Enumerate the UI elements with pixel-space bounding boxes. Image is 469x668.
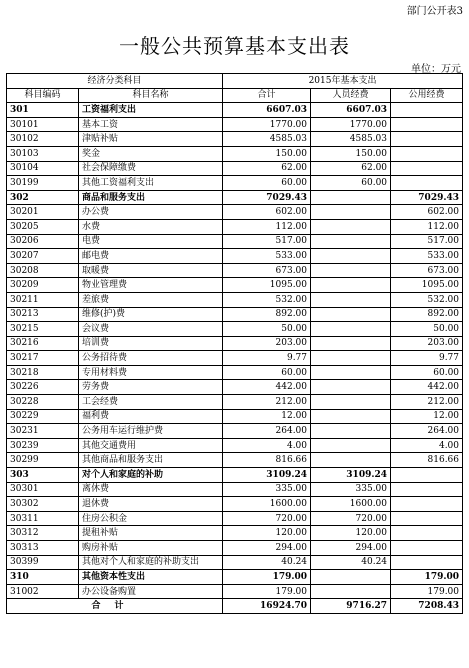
row-name: 其他商品和服务支出 bbox=[79, 453, 223, 468]
row-name: 商品和服务支出 bbox=[79, 190, 223, 205]
row-personnel bbox=[311, 278, 391, 293]
row-name: 社会保障缴费 bbox=[79, 161, 223, 176]
row-code: 30209 bbox=[7, 278, 79, 293]
row-personnel bbox=[311, 219, 391, 234]
row-name: 工资福利支出 bbox=[79, 103, 223, 118]
row-name: 办公费 bbox=[79, 205, 223, 220]
row-public bbox=[391, 555, 463, 570]
row-total: 62.00 bbox=[223, 161, 311, 176]
row-personnel bbox=[311, 307, 391, 322]
row-personnel bbox=[311, 351, 391, 366]
table-row bbox=[7, 497, 463, 512]
row-name: 培训费 bbox=[79, 336, 223, 351]
row-public bbox=[391, 117, 463, 132]
row-code: 301 bbox=[7, 103, 79, 118]
row-code: 30217 bbox=[7, 351, 79, 366]
table-row bbox=[7, 249, 463, 264]
row-code: 30226 bbox=[7, 380, 79, 395]
row-personnel bbox=[311, 322, 391, 337]
table-row bbox=[7, 336, 463, 351]
row-code: 30218 bbox=[7, 365, 79, 380]
table-row bbox=[7, 234, 463, 249]
table-row bbox=[7, 380, 463, 395]
row-total: 3109.24 bbox=[223, 468, 311, 483]
row-total: 517.00 bbox=[223, 234, 311, 249]
row-code: 30299 bbox=[7, 453, 79, 468]
row-name: 专用材料费 bbox=[79, 365, 223, 380]
row-personnel bbox=[311, 570, 391, 585]
row-public: 112.00 bbox=[391, 219, 463, 234]
row-total: 335.00 bbox=[223, 482, 311, 497]
row-public bbox=[391, 526, 463, 541]
row-public: 7029.43 bbox=[391, 190, 463, 205]
row-total: 212.00 bbox=[223, 395, 311, 410]
row-name: 其他工资福利支出 bbox=[79, 176, 223, 191]
table-row bbox=[7, 395, 463, 410]
row-total: 150.00 bbox=[223, 146, 311, 161]
row-name: 奖金 bbox=[79, 146, 223, 161]
row-name: 邮电费 bbox=[79, 249, 223, 264]
table-row bbox=[7, 351, 463, 366]
row-public: 179.00 bbox=[391, 584, 463, 599]
row-total: 602.00 bbox=[223, 205, 311, 220]
row-personnel: 1600.00 bbox=[311, 497, 391, 512]
row-code: 30206 bbox=[7, 234, 79, 249]
row-name: 工会经费 bbox=[79, 395, 223, 410]
row-code: 30101 bbox=[7, 117, 79, 132]
row-code: 30311 bbox=[7, 511, 79, 526]
header-total: 合计 bbox=[223, 88, 311, 103]
header-group-classification: 经济分类科目 bbox=[7, 74, 223, 89]
row-total: 40.24 bbox=[223, 555, 311, 570]
row-code: 30211 bbox=[7, 292, 79, 307]
row-code: 303 bbox=[7, 468, 79, 483]
row-total: 12.00 bbox=[223, 409, 311, 424]
row-personnel: 720.00 bbox=[311, 511, 391, 526]
row-public: 50.00 bbox=[391, 322, 463, 337]
row-code: 30301 bbox=[7, 482, 79, 497]
row-name: 电费 bbox=[79, 234, 223, 249]
row-public bbox=[391, 132, 463, 147]
row-public bbox=[391, 511, 463, 526]
row-personnel bbox=[311, 395, 391, 410]
table-row bbox=[7, 103, 463, 118]
row-public: 4.00 bbox=[391, 438, 463, 453]
row-total: 442.00 bbox=[223, 380, 311, 395]
table-row bbox=[7, 219, 463, 234]
row-personnel: 294.00 bbox=[311, 541, 391, 556]
table-row bbox=[7, 190, 463, 205]
row-name: 福利费 bbox=[79, 409, 223, 424]
row-code: 30302 bbox=[7, 497, 79, 512]
table-row bbox=[7, 132, 463, 147]
row-total: 294.00 bbox=[223, 541, 311, 556]
unit-label: 单位：万元 bbox=[411, 64, 461, 75]
row-public: 12.00 bbox=[391, 409, 463, 424]
row-name: 津贴补贴 bbox=[79, 132, 223, 147]
corner-label: 部门公开表3 bbox=[406, 6, 463, 17]
totals-public: 7208.43 bbox=[391, 599, 463, 614]
table-row bbox=[7, 482, 463, 497]
row-total: 60.00 bbox=[223, 176, 311, 191]
row-personnel bbox=[311, 336, 391, 351]
table-row bbox=[7, 511, 463, 526]
row-public bbox=[391, 482, 463, 497]
row-personnel: 1770.00 bbox=[311, 117, 391, 132]
table-row bbox=[7, 176, 463, 191]
row-personnel bbox=[311, 365, 391, 380]
totals-label: 合计 bbox=[7, 599, 223, 614]
table-row bbox=[7, 161, 463, 176]
row-personnel bbox=[311, 263, 391, 278]
row-total: 720.00 bbox=[223, 511, 311, 526]
header-personnel: 人员经费 bbox=[311, 88, 391, 103]
row-total: 50.00 bbox=[223, 322, 311, 337]
row-public bbox=[391, 103, 463, 118]
table-row bbox=[7, 438, 463, 453]
row-personnel: 3109.24 bbox=[311, 468, 391, 483]
row-total: 264.00 bbox=[223, 424, 311, 439]
row-name: 对个人和家庭的补助 bbox=[79, 468, 223, 483]
header-name: 科目名称 bbox=[79, 88, 223, 103]
row-total: 892.00 bbox=[223, 307, 311, 322]
budget-table bbox=[6, 73, 463, 614]
row-code: 30312 bbox=[7, 526, 79, 541]
row-total: 816.66 bbox=[223, 453, 311, 468]
row-total: 179.00 bbox=[223, 584, 311, 599]
row-name: 公务用车运行维护费 bbox=[79, 424, 223, 439]
row-total: 4585.03 bbox=[223, 132, 311, 147]
page-title: 一般公共预算基本支出表 bbox=[119, 34, 350, 58]
row-public: 892.00 bbox=[391, 307, 463, 322]
table-row bbox=[7, 117, 463, 132]
row-total: 179.00 bbox=[223, 570, 311, 585]
row-total: 1095.00 bbox=[223, 278, 311, 293]
row-public: 9.77 bbox=[391, 351, 463, 366]
row-public: 179.00 bbox=[391, 570, 463, 585]
row-total: 4.00 bbox=[223, 438, 311, 453]
row-total: 120.00 bbox=[223, 526, 311, 541]
row-name: 维修(护)费 bbox=[79, 307, 223, 322]
row-total: 60.00 bbox=[223, 365, 311, 380]
row-name: 办公设备购置 bbox=[79, 584, 223, 599]
table-row bbox=[7, 541, 463, 556]
row-name: 会议费 bbox=[79, 322, 223, 337]
row-code: 30104 bbox=[7, 161, 79, 176]
row-public: 264.00 bbox=[391, 424, 463, 439]
row-code: 30215 bbox=[7, 322, 79, 337]
row-total: 533.00 bbox=[223, 249, 311, 264]
row-total: 9.77 bbox=[223, 351, 311, 366]
row-personnel bbox=[311, 249, 391, 264]
row-public: 1095.00 bbox=[391, 278, 463, 293]
row-code: 310 bbox=[7, 570, 79, 585]
row-name: 基本工资 bbox=[79, 117, 223, 132]
row-public: 212.00 bbox=[391, 395, 463, 410]
row-total: 112.00 bbox=[223, 219, 311, 234]
totals-row bbox=[7, 599, 463, 614]
row-code: 30205 bbox=[7, 219, 79, 234]
row-public: 673.00 bbox=[391, 263, 463, 278]
row-name: 公务招待费 bbox=[79, 351, 223, 366]
row-public: 60.00 bbox=[391, 365, 463, 380]
row-public bbox=[391, 146, 463, 161]
row-code: 30228 bbox=[7, 395, 79, 410]
table-row bbox=[7, 292, 463, 307]
row-personnel bbox=[311, 380, 391, 395]
row-public: 533.00 bbox=[391, 249, 463, 264]
row-name: 差旅费 bbox=[79, 292, 223, 307]
row-public bbox=[391, 541, 463, 556]
row-total: 6607.03 bbox=[223, 103, 311, 118]
row-code: 30399 bbox=[7, 555, 79, 570]
row-public bbox=[391, 161, 463, 176]
row-public bbox=[391, 497, 463, 512]
table-row bbox=[7, 453, 463, 468]
row-personnel: 62.00 bbox=[311, 161, 391, 176]
row-personnel: 4585.03 bbox=[311, 132, 391, 147]
row-code: 30207 bbox=[7, 249, 79, 264]
row-code: 30229 bbox=[7, 409, 79, 424]
row-personnel bbox=[311, 234, 391, 249]
row-personnel: 150.00 bbox=[311, 146, 391, 161]
row-personnel bbox=[311, 205, 391, 220]
row-code: 30201 bbox=[7, 205, 79, 220]
row-public bbox=[391, 176, 463, 191]
row-code: 30216 bbox=[7, 336, 79, 351]
row-total: 673.00 bbox=[223, 263, 311, 278]
row-total: 1770.00 bbox=[223, 117, 311, 132]
row-personnel: 60.00 bbox=[311, 176, 391, 191]
table-row bbox=[7, 205, 463, 220]
row-personnel: 120.00 bbox=[311, 526, 391, 541]
table-row bbox=[7, 409, 463, 424]
row-total: 532.00 bbox=[223, 292, 311, 307]
row-code: 30103 bbox=[7, 146, 79, 161]
row-code: 30231 bbox=[7, 424, 79, 439]
table-row bbox=[7, 584, 463, 599]
row-name: 其他对个人和家庭的补助支出 bbox=[79, 555, 223, 570]
row-public: 532.00 bbox=[391, 292, 463, 307]
row-name: 购房补贴 bbox=[79, 541, 223, 556]
table-body bbox=[7, 103, 463, 599]
row-personnel bbox=[311, 453, 391, 468]
row-code: 30199 bbox=[7, 176, 79, 191]
row-personnel bbox=[311, 438, 391, 453]
row-total: 1600.00 bbox=[223, 497, 311, 512]
totals-total: 16924.70 bbox=[223, 599, 311, 614]
row-public: 602.00 bbox=[391, 205, 463, 220]
table-row bbox=[7, 322, 463, 337]
row-personnel: 40.24 bbox=[311, 555, 391, 570]
row-name: 取暖费 bbox=[79, 263, 223, 278]
row-code: 30239 bbox=[7, 438, 79, 453]
row-code: 31002 bbox=[7, 584, 79, 599]
row-total: 203.00 bbox=[223, 336, 311, 351]
row-name: 退休费 bbox=[79, 497, 223, 512]
header-code: 科目编码 bbox=[7, 88, 79, 103]
row-name: 住房公积金 bbox=[79, 511, 223, 526]
row-code: 30102 bbox=[7, 132, 79, 147]
row-name: 其他交通费用 bbox=[79, 438, 223, 453]
row-public: 816.66 bbox=[391, 453, 463, 468]
row-code: 30213 bbox=[7, 307, 79, 322]
table-row bbox=[7, 468, 463, 483]
row-code: 30313 bbox=[7, 541, 79, 556]
table-row bbox=[7, 365, 463, 380]
row-name: 其他资本性支出 bbox=[79, 570, 223, 585]
row-public: 203.00 bbox=[391, 336, 463, 351]
row-public: 442.00 bbox=[391, 380, 463, 395]
table-row bbox=[7, 555, 463, 570]
table-row bbox=[7, 307, 463, 322]
table-row bbox=[7, 570, 463, 585]
table-row bbox=[7, 146, 463, 161]
row-code: 302 bbox=[7, 190, 79, 205]
row-personnel bbox=[311, 424, 391, 439]
row-personnel: 6607.03 bbox=[311, 103, 391, 118]
row-name: 劳务费 bbox=[79, 380, 223, 395]
row-code: 30208 bbox=[7, 263, 79, 278]
row-public bbox=[391, 468, 463, 483]
row-personnel bbox=[311, 292, 391, 307]
table-row bbox=[7, 526, 463, 541]
row-personnel bbox=[311, 409, 391, 424]
row-name: 离休费 bbox=[79, 482, 223, 497]
row-personnel bbox=[311, 584, 391, 599]
row-total: 7029.43 bbox=[223, 190, 311, 205]
row-name: 物业管理费 bbox=[79, 278, 223, 293]
header-group-expenditure: 2015年基本支出 bbox=[223, 74, 463, 89]
table-row bbox=[7, 278, 463, 293]
table-row bbox=[7, 424, 463, 439]
row-personnel bbox=[311, 190, 391, 205]
row-personnel: 335.00 bbox=[311, 482, 391, 497]
totals-personnel: 9716.27 bbox=[311, 599, 391, 614]
row-name: 水费 bbox=[79, 219, 223, 234]
header-public: 公用经费 bbox=[391, 88, 463, 103]
row-name: 提租补贴 bbox=[79, 526, 223, 541]
table-row bbox=[7, 263, 463, 278]
row-public: 517.00 bbox=[391, 234, 463, 249]
